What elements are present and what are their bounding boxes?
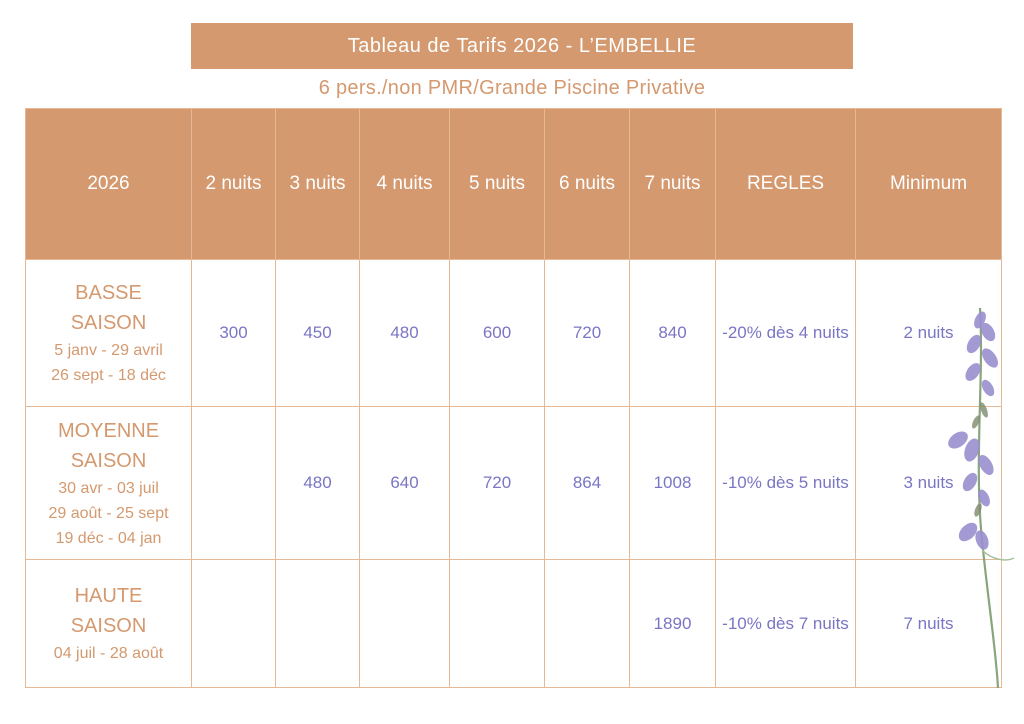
header-year: 2026 [26,109,192,260]
header-5-nuits: 5 nuits [450,109,545,260]
price-cell [192,407,276,560]
price-cell [450,560,545,688]
price-cell [276,560,360,688]
price-cell: 480 [276,407,360,560]
season-cell [26,260,192,407]
price-cell [545,560,630,688]
header-6-nuits: 6 nuits [545,109,630,260]
minimum-cell: 2 nuits [856,260,1002,407]
header-minimum: Minimum [856,109,1002,260]
title-banner [191,23,853,69]
header-3-nuits: 3 nuits [276,109,360,260]
season-date: 26 sept - 18 déc [51,367,166,384]
rule-cell [716,407,856,560]
season-date: 5 janv - 29 avril [54,342,163,359]
price-cell: 1008 [630,407,716,560]
page-title: Tableau de Tarifs 2026 - L’EMBELLIE [347,34,697,57]
season-name-line: HAUTE [74,585,143,607]
rule-text: -10% dès 5 nuits [722,473,849,492]
price-cell: 864 [545,407,630,560]
rule-text: -20% dès 4 nuits [722,323,849,342]
table-row-basse-saison [26,260,1002,407]
header-7-nuits: 7 nuits [630,109,716,260]
minimum-cell: 7 nuits [856,560,1002,688]
rule-cell [716,260,856,407]
price-cell: 1890 [630,560,716,688]
season-cell [26,407,192,560]
season-name-line: SAISON [70,615,147,637]
table-row-moyenne-saison [26,407,1002,560]
table-row-haute-saison [26,560,1002,688]
price-cell: 450 [276,260,360,407]
season-name-line: BASSE [75,282,142,304]
header-2-nuits: 2 nuits [192,109,276,260]
season-date: 30 avr - 03 juil [58,479,159,497]
rule-text: -10% dès 7 nuits [722,613,849,633]
season-name-line: MOYENNE [57,419,160,442]
season-cell [26,560,192,688]
price-cell: 640 [360,407,450,560]
price-cell: 840 [630,260,716,407]
price-cell: 480 [360,260,450,407]
price-cell [192,560,276,688]
price-cell: 720 [450,407,545,560]
price-table [25,108,1002,688]
season-date: 04 juil - 28 août [53,645,164,662]
season-date: 29 août - 25 sept [48,504,169,522]
price-cell: 600 [450,260,545,407]
season-name-line: SAISON [70,312,147,334]
header-regles: REGLES [716,109,856,260]
price-cell: 720 [545,260,630,407]
price-cell: 300 [192,260,276,407]
price-cell [360,560,450,688]
page-subtitle: 6 pers./non PMR/Grande Piscine Privative [318,77,706,99]
minimum-cell: 3 nuits [856,407,1002,560]
header-4-nuits: 4 nuits [360,109,450,260]
header-row [26,109,1002,260]
season-date: 19 déc - 04 jan [55,529,162,547]
season-name-line: SAISON [70,449,147,472]
rule-cell [716,560,856,688]
